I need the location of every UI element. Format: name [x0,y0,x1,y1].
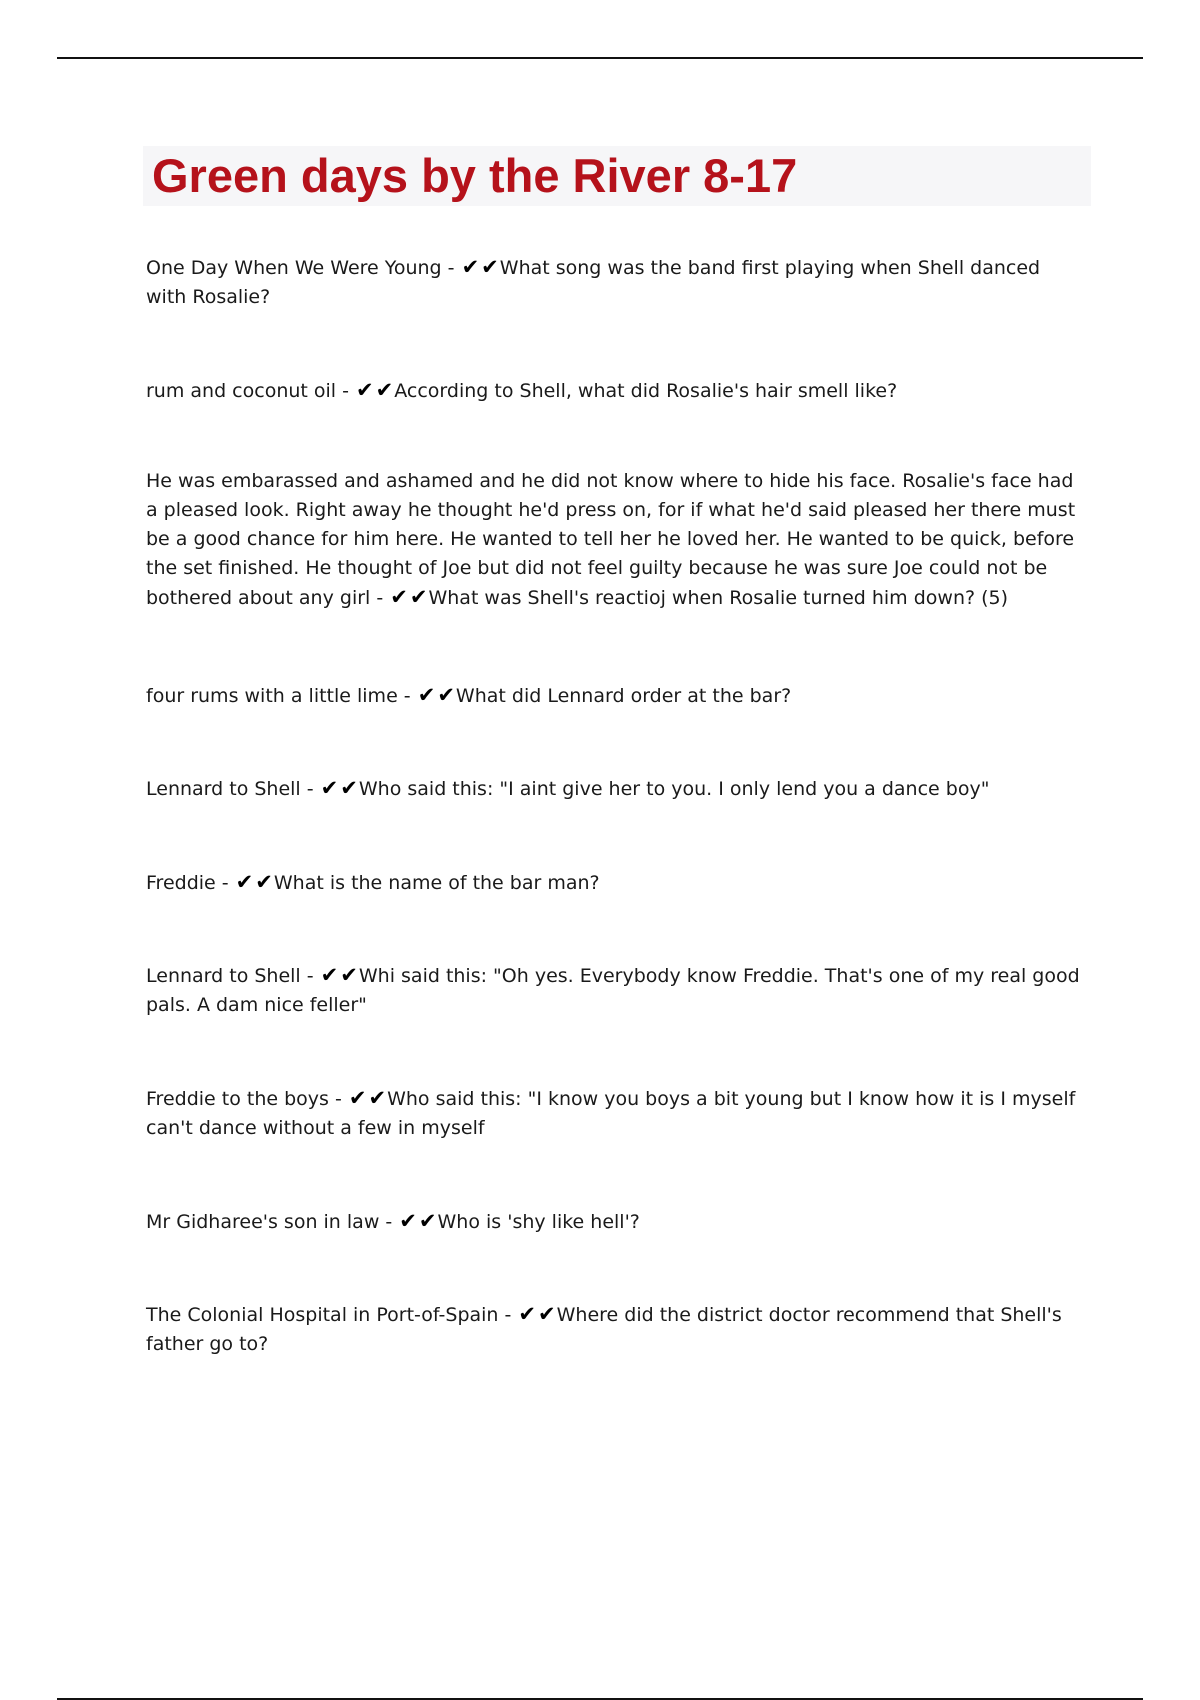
qa-item-2 [146,376,1086,406]
qa-question: According to Shell, what did Rosalie's hair smell like? [394,380,898,402]
qa-separator: - [300,965,320,987]
check-icon: ✔ [417,683,436,707]
document-title: Green days by the River 8-17 [152,149,798,202]
qa-separator: - [379,1211,399,1233]
check-icon: ✔ [538,1302,556,1326]
check-icon: ✔ [399,1209,417,1233]
qa-question: Where did the district doctor recommend that Shell's father go to? [146,1304,1062,1355]
qa-separator: - [498,1304,518,1326]
qa-question: What is the name of the bar man? [273,872,600,894]
qa-item-5 [146,774,1086,804]
qa-separator: - [300,778,320,800]
check-icon: ✔ [437,683,455,707]
qa-question: What was Shell's reactioj when Rosalie turned him down? (5) [428,587,1009,609]
qa-question: What did Lennard order at the bar? [455,685,792,707]
qa-question: Who is 'shy like hell'? [437,1211,640,1233]
qa-question: What song was the band first playing when Shell danced with Rosalie? [146,257,1041,308]
qa-item-3 [146,467,1086,613]
qa-answer: He was embarassed and ashamed and he did not know where to hide his face. Rosalie's face had a pleased look. Right away he thought he'd press on, for if what he'd said pleased her there must be a good chance for him here. He wanted to tell her he loved her. He wanted to be quick, before the set finished. He thought of Joe but did not feel guilty because he was sure Joe could not be bothered about any girl [146,470,1076,609]
check-icon: ✔ [320,776,339,800]
qa-item-1 [146,253,1086,312]
check-icon: ✔ [409,585,428,609]
check-icon: ✔ [340,963,358,987]
check-icon: ✔ [368,1086,387,1110]
qa-separator: - [328,1088,348,1110]
qa-separator: - [441,257,461,279]
qa-answer: Lennard to Shell [146,965,301,987]
qa-answer: four rums with a little lime [146,685,398,707]
check-icon: ✔ [255,870,273,894]
qa-question: Who said this: "I know you boys a bit young but I know how it is I myself can't dance without a few in myself [146,1088,1076,1139]
qa-answer: Mr Gidharee's son in law [146,1211,380,1233]
check-icon: ✔ [235,870,254,894]
check-icon: ✔ [375,378,394,402]
qa-separator: - [370,587,390,609]
qa-separator: - [215,872,235,894]
qa-item-10 [146,1300,1086,1359]
qa-answer: rum and coconut oil [146,380,337,402]
top-rule [57,57,1143,59]
check-icon: ✔ [481,255,499,279]
qa-answer: The Colonial Hospital in Port-of-Spain [146,1304,499,1326]
title-banner [143,146,1091,206]
qa-item-7 [146,961,1086,1020]
qa-item-8 [146,1084,1086,1143]
check-icon: ✔ [461,255,480,279]
qa-separator: - [336,380,356,402]
check-icon: ✔ [518,1302,537,1326]
check-icon: ✔ [356,378,374,402]
qa-answer: Freddie to the boys [146,1088,329,1110]
check-icon: ✔ [348,1086,367,1110]
qa-answer: Lennard to Shell [146,778,301,800]
qa-item-4 [146,681,1086,711]
qa-question: Whi said this: "Oh yes. Everybody know Freddie. That's one of my real good pals. A dam nice feller" [146,965,1080,1016]
check-icon: ✔ [320,963,339,987]
check-icon: ✔ [390,585,408,609]
qa-item-6 [146,868,1086,898]
qa-separator: - [397,685,417,707]
qa-item-9 [146,1207,1086,1237]
qa-answer: Freddie [146,872,216,894]
check-icon: ✔ [340,776,358,800]
qa-answer: One Day When We Were Young [146,257,442,279]
check-icon: ✔ [418,1209,437,1233]
qa-question: Who said this: "I aint give her to you. I only lend you a dance boy" [358,778,990,800]
